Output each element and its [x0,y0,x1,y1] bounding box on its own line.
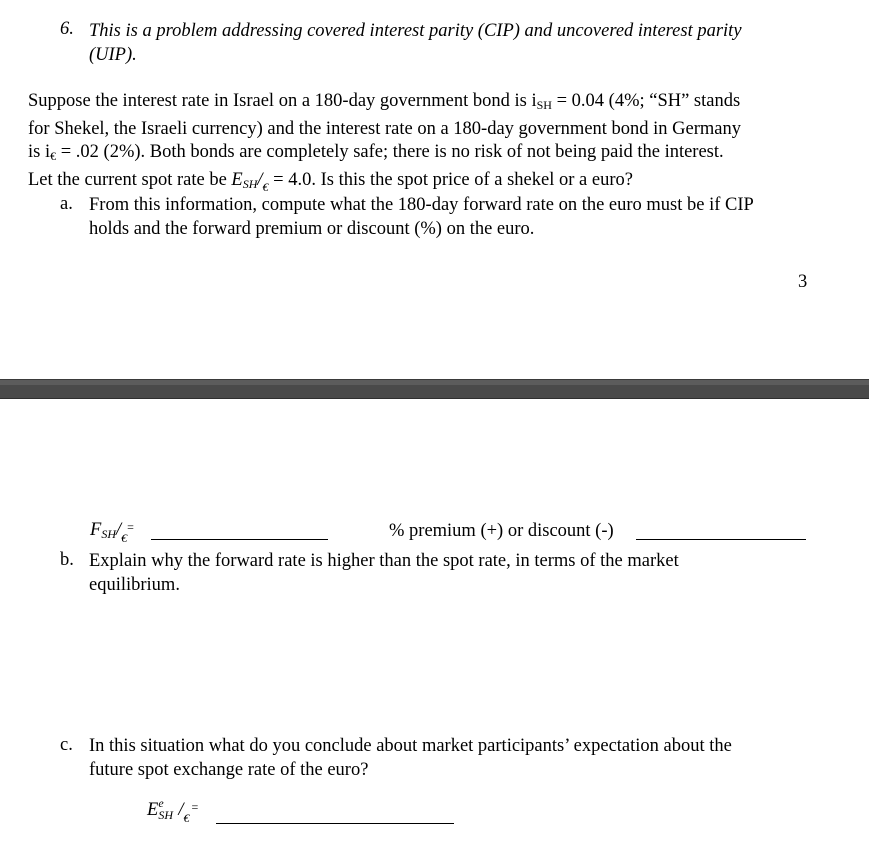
question-title [89,19,742,67]
forward-rate-currency: € [121,531,128,545]
question-title-line: (UIP). [89,45,137,65]
part-b-label: b. [60,550,74,570]
part-a-line: From this information, compute what the 180-day forward rate on the euro must be if CIP [89,195,754,215]
premium-answer-blank[interactable] [636,538,806,540]
forward-rate-answer-blank[interactable] [151,538,328,540]
premium-label: % premium (+) or discount (-) [389,521,614,541]
expected-rate-answer-blank[interactable] [216,822,454,824]
forward-rate-equals: = [127,520,134,534]
intro-paragraph [28,90,741,199]
part-b-line: equilibrium. [89,574,180,595]
forward-rate-symbol: F [90,520,102,540]
spot-rate-currency: € [262,179,269,194]
spot-rate-symbol: E [231,169,243,190]
intro-text: is i [28,142,51,162]
page-separator [0,379,869,399]
intro-subscript: SH [536,98,552,112]
expected-rate-subscript: SH [158,808,173,822]
expected-rate-symbol: E [147,800,159,820]
intro-subscript: € [50,149,57,163]
question-title-line: This is a problem addressing covered interest parity (CIP) and uncovered interest parity [89,21,742,41]
expected-rate-slash: / [178,800,184,820]
page-number: 3 [798,272,808,292]
part-a-line: holds and the forward premium or discount (%) on the euro. [89,218,535,239]
part-b-text [89,550,679,597]
intro-text: = .02 (2%). Both bonds are completely safe; there is no risk of not being paid the interest. [56,142,724,162]
part-c-line: In this situation what do you conclude about market participants’ expectation about the [89,736,732,756]
intro-text: Suppose the interest rate in Israel on a 180-day government bond is i [28,91,537,111]
intro-text: = 0.04 (4%; “SH” stands [551,91,741,111]
spot-rate-subscript: SH [242,176,258,191]
expected-rate-equals: = [191,800,199,814]
expected-rate-currency: € [183,811,190,825]
part-c-label: c. [60,735,73,755]
expected-rate-superscript: e [158,796,164,810]
intro-line [28,141,741,169]
part-a-text [89,194,754,241]
question-number: 6. [60,19,74,39]
forward-rate-label [90,520,134,546]
page-separator-highlight [0,380,869,385]
expected-rate-scripts [158,796,175,822]
part-b-line: Explain why the forward rate is higher than the spot rate, in terms of the market [89,551,679,571]
expected-rate-label [147,796,199,826]
forward-rate-slash: / [115,520,122,540]
part-c-text [89,735,732,782]
intro-line: for Shekel, the Israeli currency) and the interest rate on a 180-day government bond in Germany [28,118,742,139]
spot-rate-slash: / [257,169,263,190]
intro-text: Let the current spot rate be [28,169,232,190]
intro-text: = 4.0. Is this the spot price of a shekel or a euro? [268,169,633,190]
part-a-label: a. [60,194,73,214]
intro-line [28,90,741,118]
part-c-line: future spot exchange rate of the euro? [89,759,369,780]
forward-rate-subscript: SH [101,527,116,541]
